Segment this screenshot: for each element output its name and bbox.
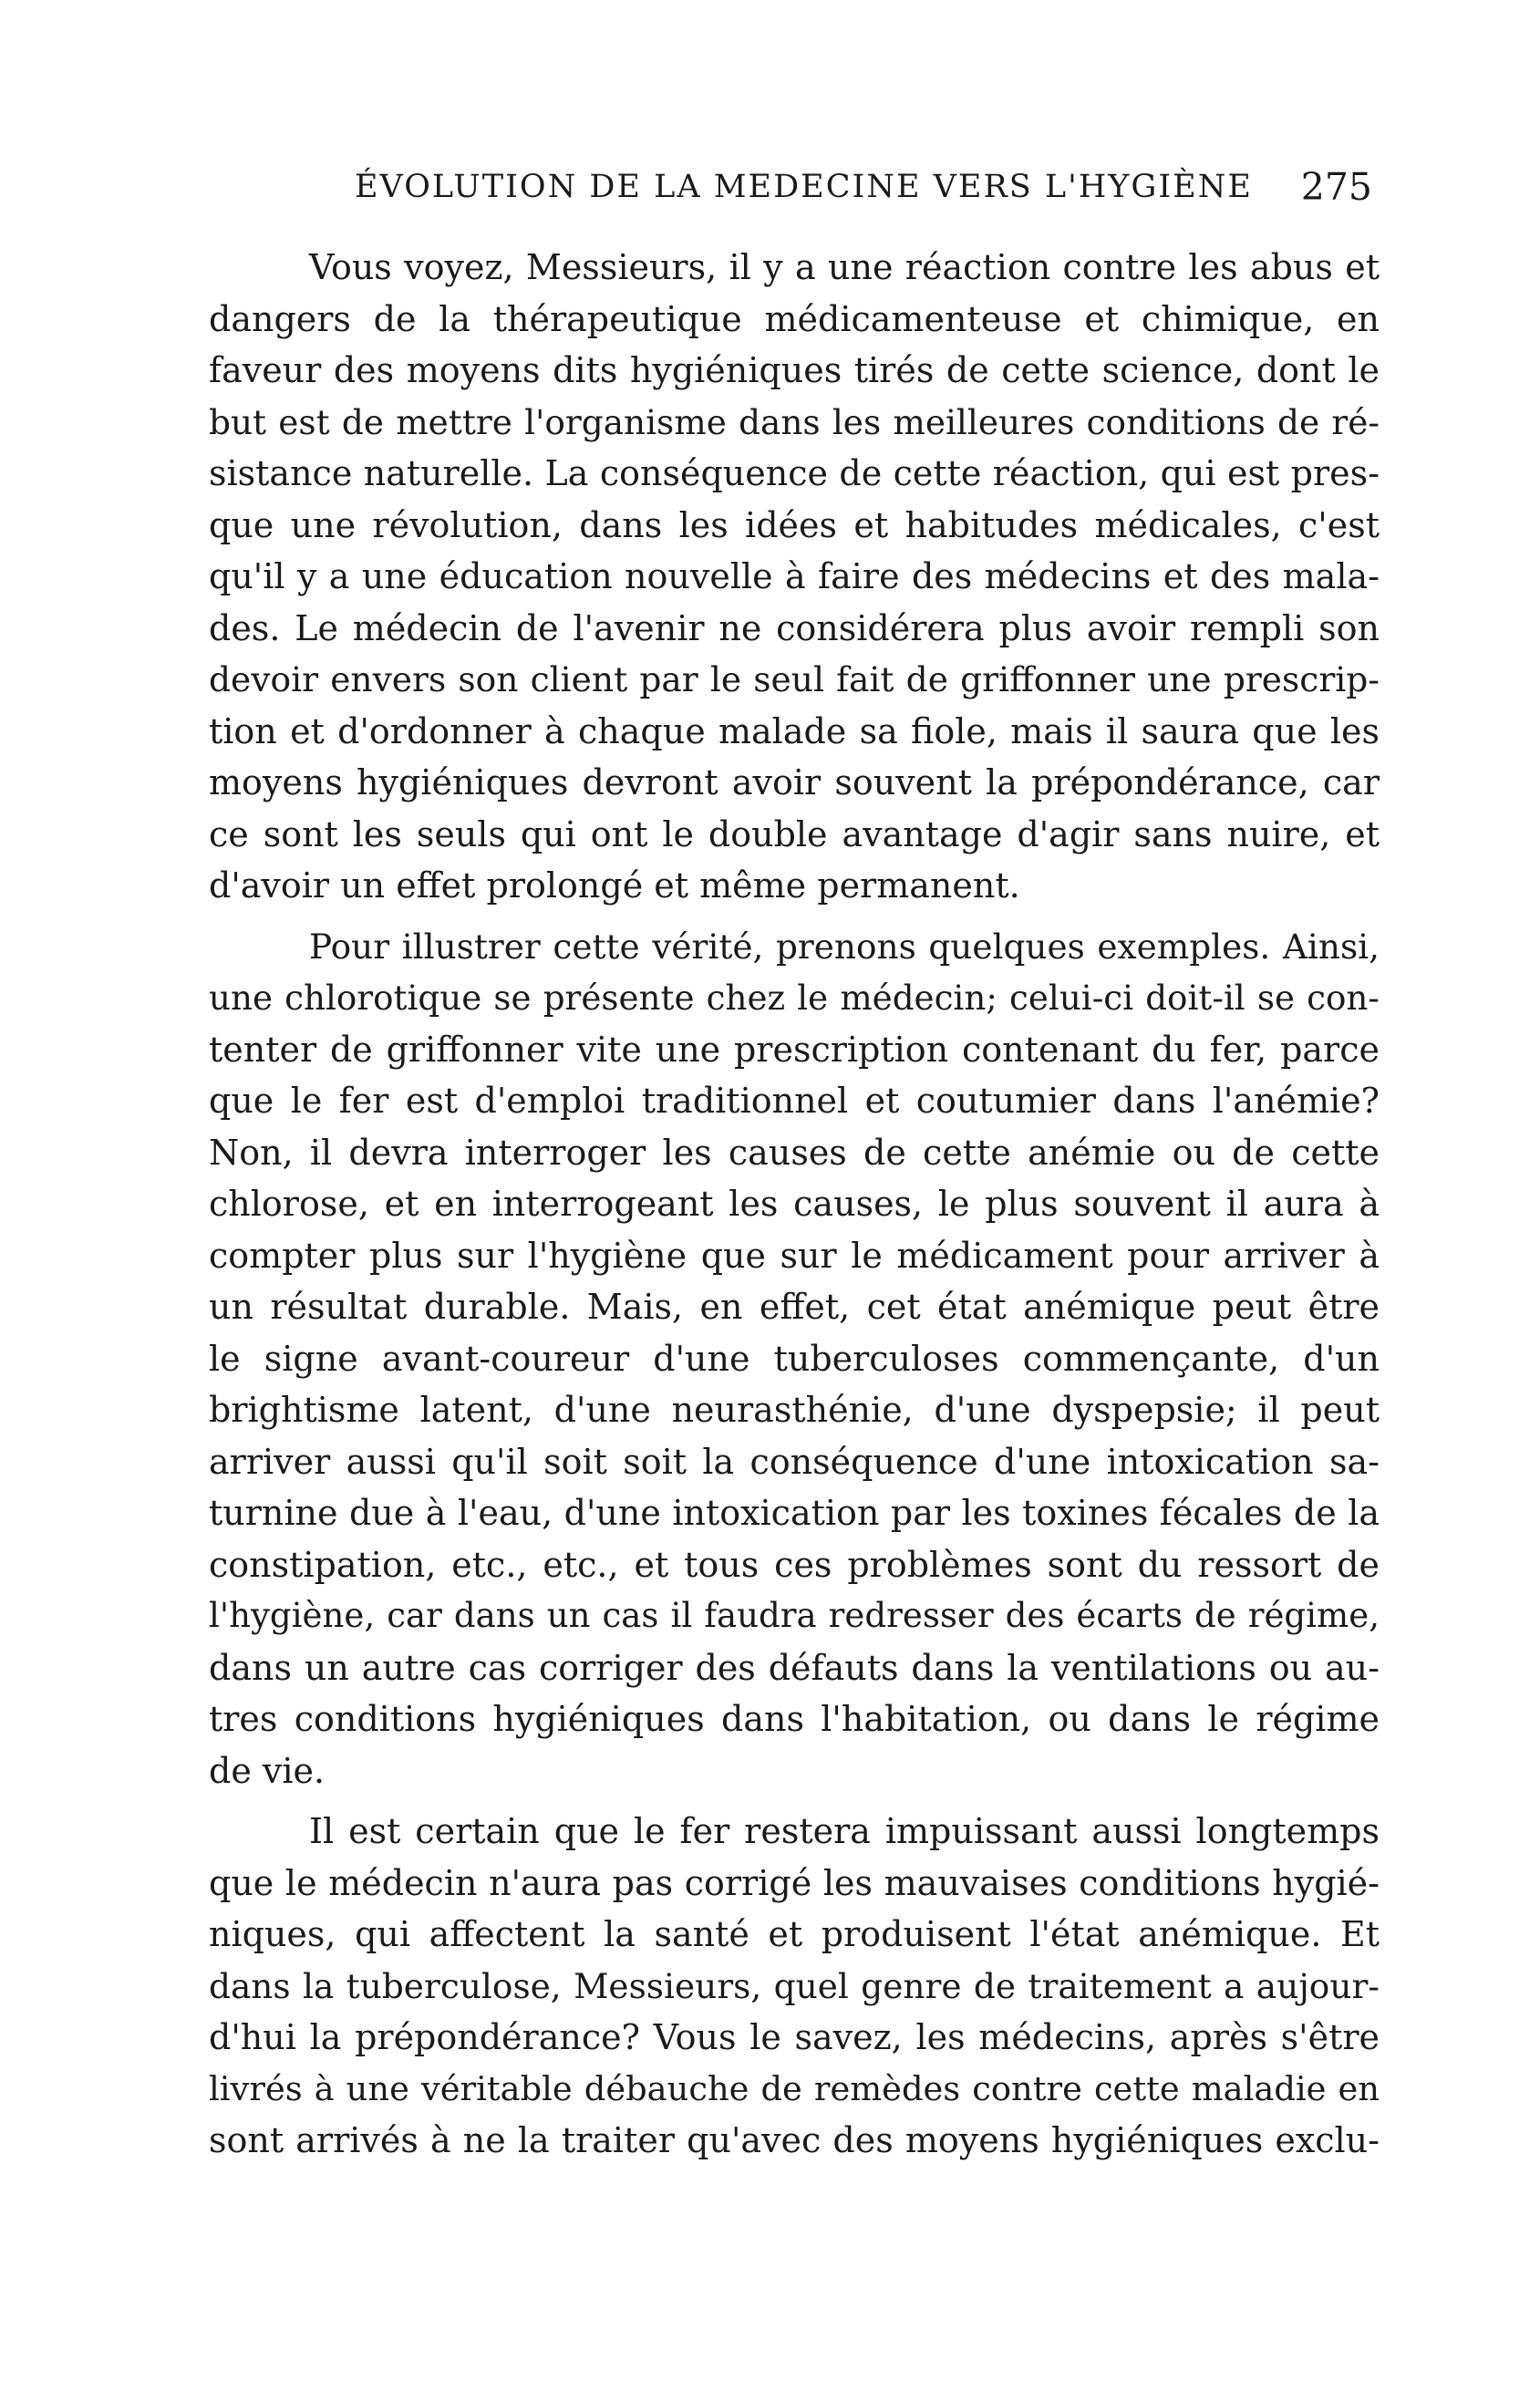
running-head (355, 165, 1372, 223)
text-line: Vous voyez, Messieurs, il y a une réaction contre les abus et (309, 247, 1380, 287)
text-line: devoir envers son client par le seul fait de griffonner une prescrip- (209, 659, 1380, 699)
text-line: qu'il y a une éducation nouvelle à faire des médecins et des mala- (209, 556, 1380, 596)
text-line: tion et d'ordonner à chaque malade sa fiole, mais il saura que les (209, 710, 1380, 751)
paragraph-gap (209, 1796, 1380, 1806)
running-title: ÉVOLUTION DE LA MEDECINE VERS L'HYGIÈNE (355, 169, 1253, 205)
text-line: moyens hygiéniques devront avoir souvent la prépondérance, car (209, 762, 1380, 802)
text-line: tenter de griffonner vite une prescription contenant du fer, parce (209, 1029, 1380, 1070)
text-line: un résultat durable. Mais, en effet, cet état anémique peut être (209, 1287, 1380, 1327)
text-line: faveur des moyens dits hygiéniques tirés de cette science, dont le (209, 350, 1380, 390)
page-number: 275 (1300, 165, 1372, 209)
text-line: des. Le médecin de l'avenir ne considérera plus avoir rempli son (209, 607, 1380, 648)
text-line: livrés à une véritable débauche de remèdes contre cette maladie en (209, 2068, 1380, 2108)
text-line: Pour illustrer cette vérité, prenons quelques exemples. Ainsi, (309, 926, 1380, 967)
text-line: constipation, etc., etc., et tous ces problèmes sont du ressort de (209, 1544, 1380, 1585)
text-line: arriver aussi qu'il soit soit la conséquence d'une intoxication sa- (209, 1441, 1380, 1482)
text-line: que une révolution, dans les idées et habitudes médicales, c'est (209, 504, 1380, 545)
paragraph (209, 242, 1380, 912)
text-line: d'avoir un effet prolongé et même permanent. (209, 865, 1020, 906)
body-text (209, 242, 1380, 2167)
text-line: chlorose, et en interrogeant les causes, le plus souvent il aura à (209, 1184, 1380, 1224)
text-line: Non, il devra interroger les causes de cette anémie ou de cette (209, 1132, 1380, 1173)
text-line: dans la tuberculose, Messieurs, quel genre de traitement a aujour- (209, 1965, 1380, 2006)
text-line: une chlorotique se présente chez le médecin; celui-ci doit-il se con- (209, 978, 1380, 1018)
text-line: sistance naturelle. La conséquence de cette réaction, qui est pres- (209, 453, 1380, 493)
text-line: dans un autre cas corriger des défauts dans la ventilations ou au- (209, 1647, 1380, 1688)
text-line: que le médecin n'aura pas corrigé les mauvaises conditions hygié- (209, 1862, 1380, 1903)
text-line: d'hui la prépondérance? Vous le savez, les médecins, après s'être (209, 2017, 1380, 2057)
text-line: turnine due à l'eau, d'une intoxication par les toxines fécales de la (209, 1493, 1380, 1533)
text-line: ce sont les seuls qui ont le double avantage d'agir sans nuire, et (209, 813, 1380, 854)
text-line: de vie. (209, 1750, 326, 1791)
text-line: brightisme latent, d'une neurasthénie, d'une dyspepsie; il peut (209, 1390, 1380, 1430)
text-line: tres conditions hygiéniques dans l'habitation, ou dans le régime (209, 1699, 1380, 1739)
text-line: que le fer est d'emploi traditionnel et coutumier dans l'anémie? (209, 1081, 1380, 1121)
text-line: le signe avant-coureur d'une tuberculoses commençante, d'un (209, 1338, 1380, 1379)
text-line: but est de mettre l'organisme dans les meilleures conditions de ré- (209, 401, 1380, 442)
text-line: sont arrivés à ne la traiter qu'avec des moyens hygiéniques exclu- (209, 2120, 1380, 2160)
text-line: niques, qui affectent la santé et produisent l'état anémique. Et (209, 1914, 1380, 1954)
text-line: compter plus sur l'hygiène que sur le médicament pour arriver à (209, 1235, 1380, 1276)
paragraph (209, 1806, 1380, 2167)
paragraph-gap (209, 912, 1380, 921)
text-line: dangers de la thérapeutique médicamenteuse et chimique, en (209, 298, 1380, 339)
paragraph (209, 921, 1380, 1797)
text-line: l'hygiène, car dans un cas il faudra redresser des écarts de régime, (209, 1596, 1380, 1635)
text-line: Il est certain que le fer restera impuissant aussi longtemps (309, 1811, 1380, 1851)
